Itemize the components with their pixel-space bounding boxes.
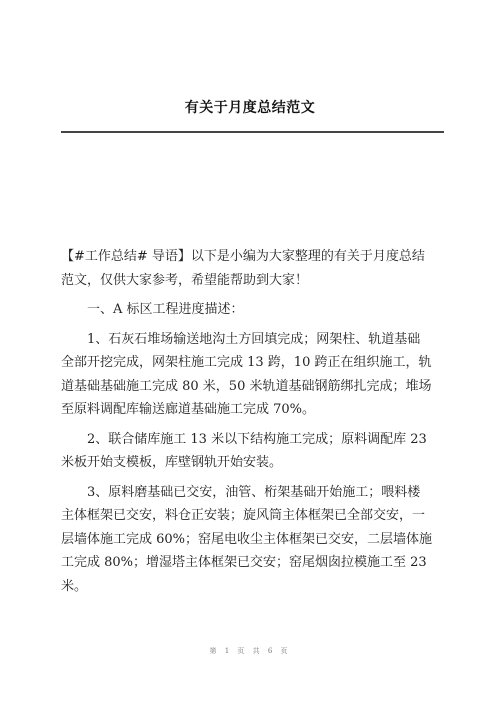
item-3-paragraph: [61, 481, 444, 599]
paragraph-line: 全部开挖完成，网架柱施工完成 13 跨，10 跨正在组织施工，轨: [61, 355, 432, 370]
paragraph-line: 道基础基础施工完成 80 米，50 米轨道基础钢筋绑扎完成；堆场: [61, 378, 432, 394]
paragraph-line: 一、A 标区工程进度描述：: [61, 302, 244, 317]
paragraph-line: 主体框架已交安，料仓正安装；旋风筒主体框架已全部交安，一: [61, 508, 426, 523]
page-number-footer: 第 1 页 共 6 页: [209, 647, 291, 655]
paragraph-line: 2、联合储库施工 13 米以下结构施工完成；原料调配库 23: [61, 431, 427, 447]
intro-paragraph: [61, 245, 444, 292]
title-divider: [61, 131, 444, 133]
paragraph-line: 【#工作总结# 导语】以下是小编为大家整理的有关于月度总结: [61, 249, 425, 264]
item-2-paragraph: [61, 428, 444, 475]
paragraph-line: 米板开始支模板，库壁钢轨开始安装。: [61, 455, 283, 470]
document-body: [61, 245, 444, 604]
section-heading: [61, 298, 444, 322]
paragraph-line: 1、石灰石堆场输送地沟土方回填完成；网架柱、轨道基础: [61, 331, 421, 347]
paragraph-line: 工完成 80%；增湿塔主体框架已交安；窑尾烟囱拉模施工至 23: [61, 555, 427, 570]
paragraph-line: 层墙体施工完成 60%；窑尾电收尘主体框架已交安，二层墙体施: [61, 531, 433, 547]
document-title: 有关于月度总结范文: [184, 100, 316, 116]
paragraph-line: 范文，仅供大家参考，希望能帮助到大家！: [61, 272, 309, 288]
paragraph-line: 3、原料磨基础已交安，油管、桁架基础开始施工；喂料楼: [61, 484, 421, 500]
paragraph-line: 至原料调配库输送廊道基础施工完成 70%。: [61, 402, 316, 417]
paragraph-line: 米。: [61, 578, 88, 594]
item-1-paragraph: [61, 328, 444, 422]
